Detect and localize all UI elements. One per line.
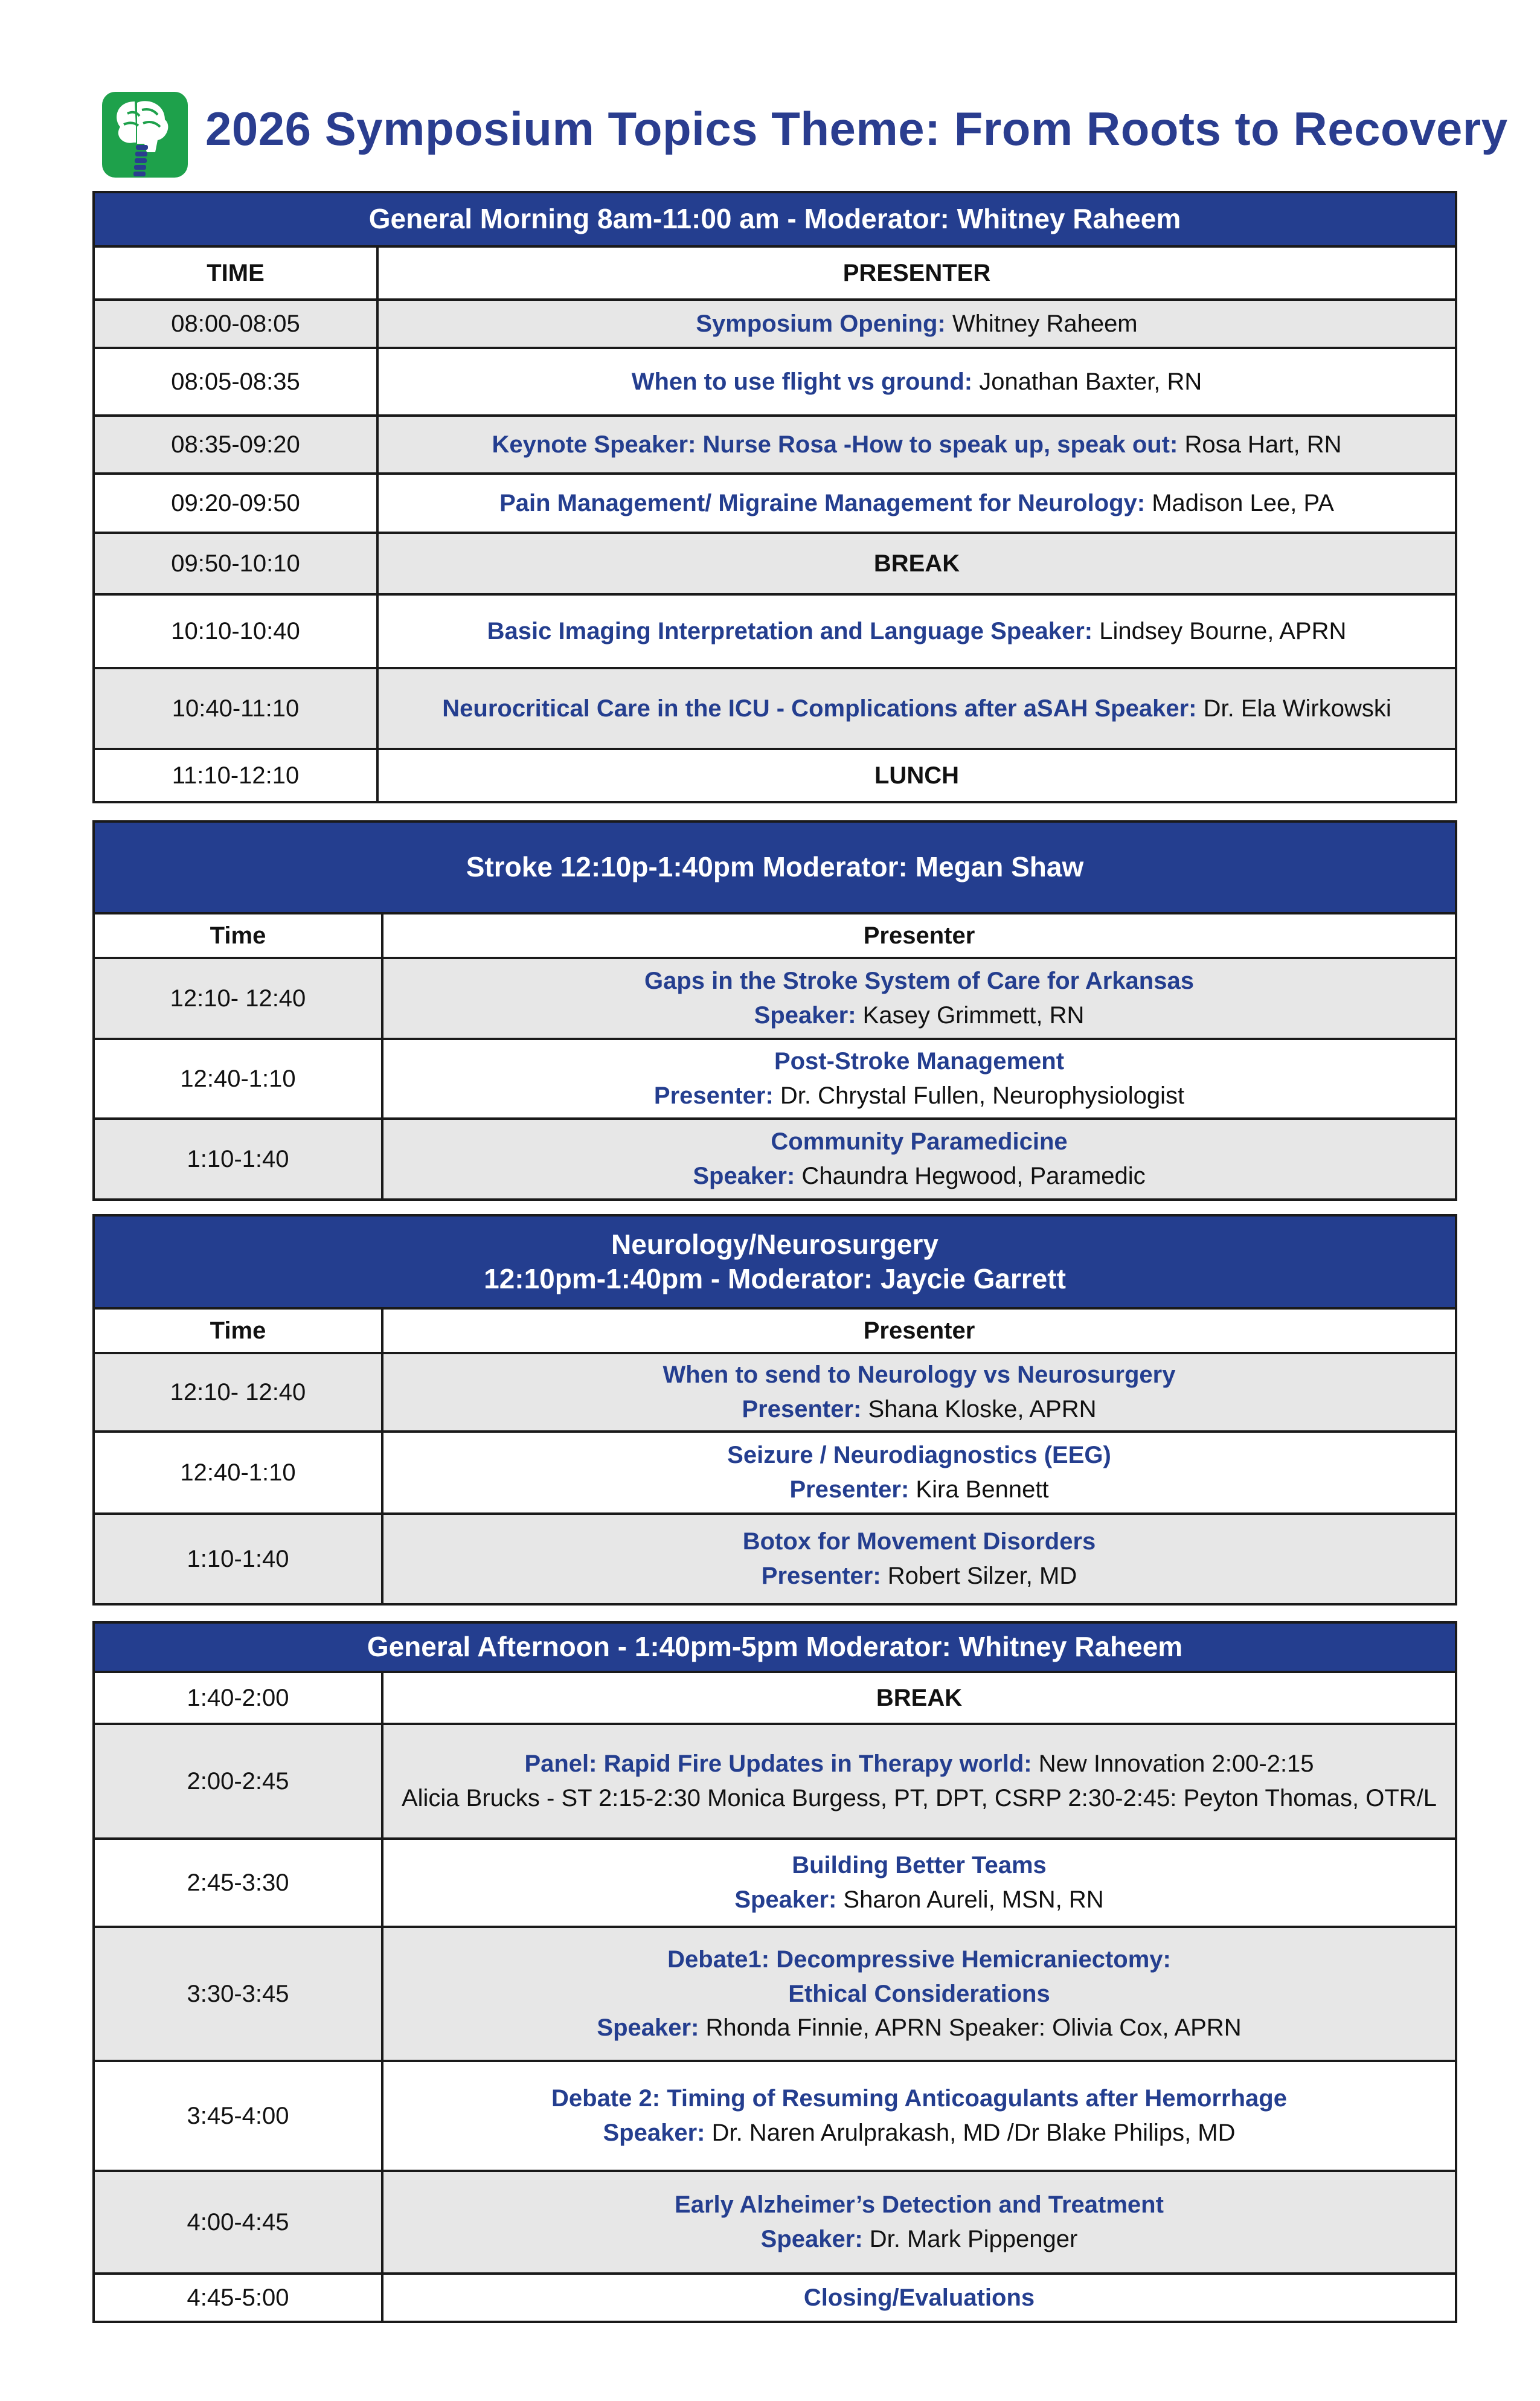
session-title: Keynote Speaker: Nurse Rosa -How to speak up, speak out: xyxy=(492,431,1178,458)
row-time: 12:40-1:10 xyxy=(95,1039,382,1119)
table-row xyxy=(95,1927,1455,2061)
session-speaker: Dr. Naren Arulprakash, MD /Dr Blake Philips, MD xyxy=(705,2120,1236,2146)
session-speaker: Kasey Grimmett, RN xyxy=(856,1002,1085,1029)
speaker-role: Presenter: xyxy=(761,1563,881,1589)
row-time: 11:10-12:10 xyxy=(95,749,377,801)
afternoon-table xyxy=(95,1673,1455,2321)
row-time: 1:40-2:00 xyxy=(95,1673,382,1724)
speaker-role: Presenter: xyxy=(789,1476,910,1503)
session-title-line2: Ethical Considerations xyxy=(788,1980,1050,2007)
session-speaker: Madison Lee, PA xyxy=(1145,489,1334,516)
row-time: 09:20-09:50 xyxy=(95,474,377,533)
afternoon-section xyxy=(92,1621,1457,2323)
row-time: 10:40-11:10 xyxy=(95,668,377,749)
row-time: 3:45-4:00 xyxy=(95,2061,382,2171)
session-title: When to send to Neurology vs Neurosurgery xyxy=(663,1361,1176,1389)
session-cell xyxy=(377,594,1455,668)
session-title: Debate1: Decompressive Hemicraniectomy: xyxy=(667,1946,1171,1973)
session-cell xyxy=(382,1514,1455,1603)
session-cell xyxy=(377,300,1455,348)
session-title: Early Alzheimer’s Detection and Treatment xyxy=(675,2191,1164,2219)
row-time: 12:10- 12:40 xyxy=(95,1353,382,1432)
session-cell xyxy=(382,1839,1455,1927)
stroke-table xyxy=(95,914,1455,1198)
speaker-role: Speaker: xyxy=(760,2226,863,2252)
session-speaker: Rosa Hart, RN xyxy=(1178,431,1342,458)
row-time: 12:40-1:10 xyxy=(95,1432,382,1514)
neuro-table xyxy=(95,1310,1455,1603)
table-row xyxy=(95,1039,1455,1119)
presenter-column-header: Presenter xyxy=(863,922,975,949)
table-row xyxy=(95,1432,1455,1514)
session-cell xyxy=(382,1432,1455,1514)
session-speaker: Dr. Chrystal Fullen, Neurophysiologist xyxy=(773,1082,1185,1109)
break-label: BREAK xyxy=(377,533,1455,594)
row-time: 2:45-3:30 xyxy=(95,1839,382,1927)
speaker-role: Speaker: xyxy=(603,2120,705,2146)
row-time: 1:10-1:40 xyxy=(95,1514,382,1603)
panel-line1: New Innovation 2:00-2:15 xyxy=(1031,1750,1314,1778)
session-cell xyxy=(377,416,1455,474)
table-row xyxy=(95,1514,1455,1603)
stroke-section-header: Stroke 12:10p-1:40pm Moderator: Megan Shaw xyxy=(95,823,1455,914)
session-cell xyxy=(377,668,1455,749)
session-title: When to use flight vs ground: xyxy=(631,368,973,395)
row-time: 3:30-3:45 xyxy=(95,1927,382,2061)
table-row xyxy=(95,533,1455,594)
session-cell xyxy=(382,1039,1455,1119)
session-title: Community Paramedicine xyxy=(771,1128,1068,1156)
session-title: Basic Imaging Interpretation and Language Speaker: xyxy=(487,617,1093,644)
session-title: Gaps in the Stroke System of Care for Arkansas xyxy=(644,968,1194,995)
presenter-column-header: PRESENTER xyxy=(842,259,991,286)
row-time: 08:00-08:05 xyxy=(95,300,377,348)
session-title: Panel: Rapid Fire Updates in Therapy world: xyxy=(524,1750,1032,1778)
session-cell xyxy=(382,1119,1455,1198)
table-header-row xyxy=(95,248,1455,300)
session-speaker: Sharon Aureli, MSN, RN xyxy=(836,1886,1104,1913)
session-title: Symposium Opening: xyxy=(696,310,946,337)
time-column-header: Time xyxy=(95,914,382,958)
row-time: 09:50-10:10 xyxy=(95,533,377,594)
row-time: 1:10-1:40 xyxy=(95,1119,382,1198)
row-time: 4:45-5:00 xyxy=(95,2274,382,2321)
session-speaker: Jonathan Baxter, RN xyxy=(972,368,1202,395)
speaker-role: Speaker: xyxy=(597,2014,699,2042)
session-speaker: Chaundra Hegwood, Paramedic xyxy=(795,1163,1146,1189)
table-header-row xyxy=(95,914,1455,958)
speaker-role: Speaker: xyxy=(734,1886,837,1913)
table-row xyxy=(95,2061,1455,2171)
morning-table xyxy=(95,248,1455,801)
session-speaker: Shana Kloske, APRN xyxy=(861,1396,1097,1422)
closing-label: Closing/Evaluations xyxy=(382,2274,1455,2321)
session-speaker: Kira Bennett xyxy=(909,1476,1049,1503)
lunch-label: LUNCH xyxy=(377,749,1455,801)
speaker-role: Presenter: xyxy=(742,1396,862,1422)
speaker-role: Speaker: xyxy=(754,1002,856,1029)
table-row xyxy=(95,2274,1455,2321)
session-speaker: Dr. Ela Wirkowski xyxy=(1196,695,1391,722)
table-row xyxy=(95,1839,1455,1927)
table-row xyxy=(95,668,1455,749)
table-row xyxy=(95,958,1455,1039)
session-speaker: Lindsey Bourne, APRN xyxy=(1092,617,1347,644)
row-time: 4:00-4:45 xyxy=(95,2171,382,2274)
session-title: Neurocritical Care in the ICU - Complications after aSAH Speaker: xyxy=(442,695,1197,722)
speaker-role: Speaker: xyxy=(693,1163,795,1189)
table-row xyxy=(95,594,1455,668)
session-speaker: Dr. Mark Pippenger xyxy=(862,2226,1078,2252)
speaker-role: Presenter: xyxy=(653,1082,774,1109)
row-time: 10:10-10:40 xyxy=(95,594,377,668)
table-row xyxy=(95,300,1455,348)
table-row xyxy=(95,1353,1455,1432)
table-row xyxy=(95,416,1455,474)
table-row xyxy=(95,348,1455,416)
session-cell xyxy=(382,2061,1455,2171)
table-header-row xyxy=(95,1310,1455,1353)
session-title: Building Better Teams xyxy=(792,1852,1047,1879)
time-column-header: TIME xyxy=(95,248,377,300)
table-row xyxy=(95,2171,1455,2274)
session-cell xyxy=(382,1353,1455,1432)
neuro-section-header xyxy=(95,1217,1455,1310)
row-time: 08:35-09:20 xyxy=(95,416,377,474)
stroke-section xyxy=(92,820,1457,1201)
table-row xyxy=(95,1673,1455,1724)
table-row xyxy=(95,1724,1455,1839)
morning-section-header: General Morning 8am-11:00 am - Moderator: Whitney Raheem xyxy=(95,193,1455,248)
session-title: Seizure / Neurodiagnostics (EEG) xyxy=(727,1442,1111,1469)
session-cell xyxy=(377,474,1455,533)
brain-spine-logo-icon xyxy=(100,89,190,180)
panel-line2: Alicia Brucks - ST 2:15-2:30 Monica Burgess, PT, DPT, CSRP 2:30-2:45: Peyton Thomas, OTR/L xyxy=(401,1785,1437,1811)
session-cell xyxy=(382,1724,1455,1839)
table-row xyxy=(95,749,1455,801)
session-speaker: Whitney Raheem xyxy=(945,310,1138,337)
neuro-section xyxy=(92,1214,1457,1605)
session-cell xyxy=(382,2171,1455,2274)
session-title: Botox for Movement Disorders xyxy=(742,1528,1096,1555)
session-cell xyxy=(382,1927,1455,2061)
page-header xyxy=(100,89,1508,180)
session-speaker: Rhonda Finnie, APRN Speaker: Olivia Cox, APRN xyxy=(699,2014,1242,2042)
session-title: Debate 2: Timing of Resuming Anticoagulants after Hemorrhage xyxy=(551,2085,1287,2112)
presenter-column-header: Presenter xyxy=(863,1317,975,1344)
session-cell xyxy=(382,958,1455,1039)
morning-section xyxy=(92,191,1457,803)
row-time: 08:05-08:35 xyxy=(95,348,377,416)
row-time: 12:10- 12:40 xyxy=(95,958,382,1039)
break-label: BREAK xyxy=(876,1684,963,1711)
session-title: Post-Stroke Management xyxy=(774,1048,1065,1075)
time-column-header: Time xyxy=(95,1310,382,1353)
session-cell xyxy=(377,348,1455,416)
table-row xyxy=(95,474,1455,533)
table-row xyxy=(95,1119,1455,1198)
neuro-header-line1: Neurology/Neurosurgery xyxy=(611,1228,938,1260)
row-time: 2:00-2:45 xyxy=(95,1724,382,1839)
session-speaker: Robert Silzer, MD xyxy=(881,1563,1077,1589)
session-title: Pain Management/ Migraine Management for Neurology: xyxy=(499,489,1146,516)
neuro-header-line2: 12:10pm-1:40pm - Moderator: Jaycie Garrett xyxy=(484,1263,1066,1294)
page-title: 2026 Symposium Topics Theme: From Roots to Recovery xyxy=(205,102,1508,155)
afternoon-section-header: General Afternoon - 1:40pm-5pm Moderator: Whitney Raheem xyxy=(95,1624,1455,1673)
